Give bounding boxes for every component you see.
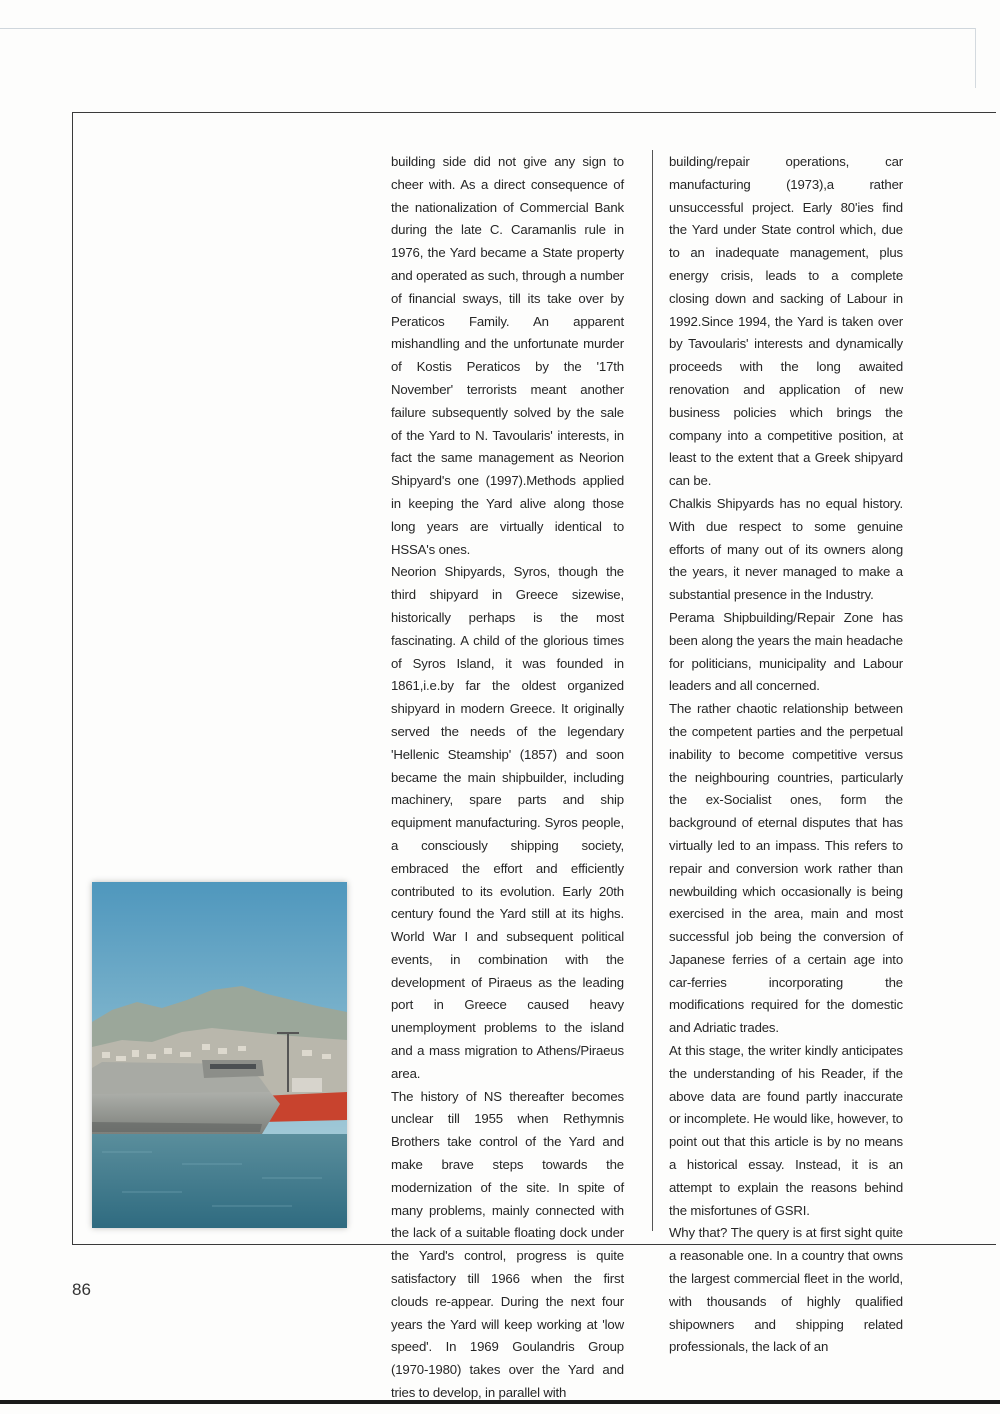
paragraph: building/repair operations, car manufacturing (1973),a rather unsuccessful project. Early 80'ies find the Yard under State control which, due to an inadequate management, plus energy crisis, leads to a complete closing down and sacking of Labour in 1992.Since 1994, the Yard is taken over by Tavoularis' interests and dynamically proceeds with the long awaited renovation and application of new business policies which brings the company into a competitive position, at least to the extent that a Greek shipyard can be. bbox=[669, 154, 903, 489]
paragraph: The history of NS thereafter becomes unclear till 1955 when Rethymnis Brothers take control of the Yard and make brave steps towards the modernization of the site. In spite of many problems, mainly connected with the lack of a suitable floating dock under the Yard's control, progress is quite satisfactory till 1966 when the first clouds re-appear. During the next four years the Yard will keep working at 'low speed'. In 1969 Goulandris Group (1970-1980) takes over the Yard and tries to develop, in parallel with bbox=[391, 1088, 624, 1401]
paragraph: building side did not give any sign to cheer with. As a direct consequence of the nationalization of Commercial Bank during the late C. Caramanlis rule in 1976, the Yard became a State property and operated as such, through a number of financial sways, till its take over by Peraticos Family. An apparent mishandling and the unfortunate murder of Kostis Peraticos by the '17th November' terrorists meant another failure subsequently solved by the sale of the Yard to N. Tavoularis' interests, in fact the same management as Neorion Shipyard's one (1997).Methods applied in keeping the Yard alive along those long years are virtually identical to HSSA's ones. bbox=[391, 154, 624, 557]
paragraph: Neorion Shipyards, Syros, though the third shipyard in Greece sizewise, historically perhaps is the most fascinating. A child of the glorious times of Syros Island, it was founded in 1861,i.e.by far the oldest organized shipyard in modern Greece. It originally served the needs of the legendary 'Hellenic Steamship' (1857) and soon became the main shipbuilder, including machinery, spare parts and ship equipment manufacturing. Syros people, a consciously shipping society, embraced the effort and efficiently contributed to its evolution. Early 20th century found the Yard still at its highs. World War I and subsequent political events, in combination with the development of Piraeus as the leading port in Greece caused heavy unemployment problems to the island and a mass migration to Athens/Piraeus area. bbox=[391, 564, 624, 1081]
column-divider bbox=[652, 150, 653, 1231]
bottom-rule bbox=[0, 1400, 1000, 1404]
paragraph: At this stage, the writer kindly anticipates the understanding of his Reader, if the above data are found partly inaccurate or incomplete. He would like, however, to point out that this article is by no means a historical essay. Instead, it is an attempt to explain the reasons behind the misfortunes of GSRI. bbox=[669, 1043, 903, 1218]
paragraph: Chalkis Shipyards has no equal history. With due respect to some genuine efforts of many out of its owners along the years, it never managed to make a substantial presence in the Industry. bbox=[669, 495, 903, 603]
paragraph: Perama Shipbuilding/Repair Zone has been along the years the main headache for politicians, municipality and Labour leaders and all concerned. bbox=[669, 609, 903, 694]
page-number: 86 bbox=[72, 1280, 91, 1299]
paragraph: The rather chaotic relationship between the competent parties and the perpetual inability to become competitive versus the neighbouring countries, particularly the ex-Socialist ones, form the background of eternal disputes that has virtually led to an impass. This refers to repair and conversion work rather than newbuilding which occasionally is being exercised in the area, main and most successful job being the conversion of Japanese ferries of a certain age into car-ferries incorporating the modifications required for the domestic and Adriatic trades. bbox=[669, 701, 903, 1036]
paragraph: Why that? The query is at first sight quite a reasonable one. In a country that owns the largest commercial fleet in the world, with thousands of highly qualified shipowners and shipping related professionals, the lack of an bbox=[669, 1225, 903, 1355]
text-column-middle bbox=[391, 151, 624, 1405]
text-column-right bbox=[669, 151, 903, 1359]
right-edge-rule bbox=[975, 28, 976, 88]
harbour-photo bbox=[92, 882, 347, 1228]
harbour-photo-graphic bbox=[92, 882, 347, 1228]
top-rule bbox=[0, 28, 975, 29]
